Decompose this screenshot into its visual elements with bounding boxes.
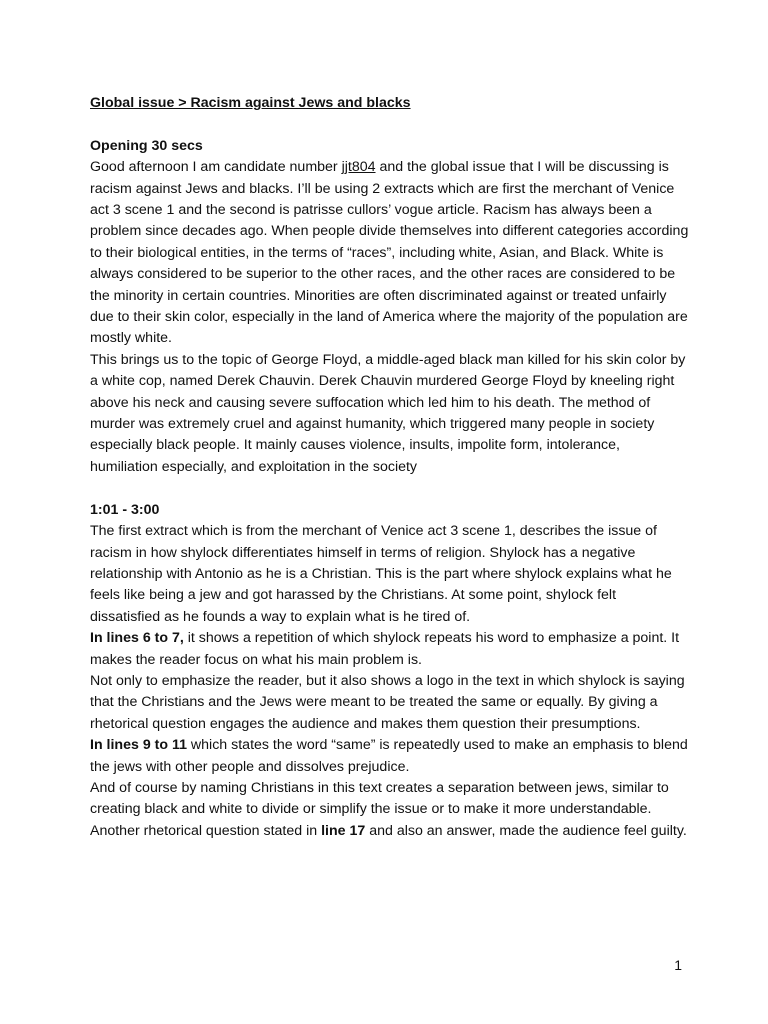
paragraph-lines-9-11 [90, 735, 690, 778]
intro-text-start: Good afternoon I am candidate number [90, 159, 342, 176]
paragraph-intro [90, 157, 690, 350]
lines-9-11-text: which states the word “same” is repeatedly used to make an emphasis to blend the jews with other people and dissolves prejudice. [90, 737, 688, 775]
page-number: 1 [674, 957, 682, 973]
line-17-label: line 17 [321, 822, 366, 839]
lines-6-7-label: In lines 6 to 7, [90, 630, 184, 647]
lines-9-11-label: In lines 9 to 11 [90, 737, 187, 754]
intro-text-rest: and the global issue that I will be discussing is racism against Jews and blacks. I’ll be using 2 extracts which are first the merchant of Venice act 3 scene 1 and the second is patrisse cullors’ vogue article. Racism has always been a problem since decades ago. When people divide themselves into different categories according to their biological entities, in the terms of “races”, including white, Asian, and Black. White is always considered to be superior to the other races, and the other races are considered to be the minority in certain countries. Minorities are often discriminated against or treated unfairly due to their skin color, especially in the land of America where the majority of the population are mostly white. [90, 159, 689, 347]
section-heading-opening: Opening 30 secs [90, 137, 203, 154]
document-title: Global issue > Racism against Jews and blacks [90, 95, 411, 111]
lines-6-7-text: it shows a repetition of which shylock repeats his word to emphasize a point. It makes the reader focus on what his main problem is. [90, 630, 680, 668]
paragraph-christians: And of course by naming Christians in this text creates a separation between jews, similar to creating black and white to divide or simplify the issue or to make it more understandable. [90, 779, 669, 818]
spacer [90, 114, 690, 135]
paragraph-george-floyd: This brings us to the topic of George Floyd, a middle-aged black man killed for his skin color by a white cop, named Derek Chauvin. Derek Chauvin murdered George Floyd by kneeling right above his neck and causing severe suffocation which led him to his death. The method of murder was extremely cruel and against humanity, which triggered many people in society especially black people. It mainly causes violence, insults, impolite form, intolerance, humiliation especially, and exploitation in the society [90, 351, 686, 475]
section-heading-timestamp: 1:01 - 3:00 [90, 501, 160, 518]
paragraph-line-17 [90, 821, 690, 842]
paragraph-logo: Not only to emphasize the reader, but it also shows a logo in the text in which shylock is saying that the Christians and the Jews were meant to be treated the same or equally. By giving a rhetorical question engages the audience and makes them question their presumptions. [90, 672, 685, 732]
line-17-text-start: Another rhetorical question stated in [90, 822, 322, 839]
paragraph-first-extract: The first extract which is from the merchant of Venice act 3 scene 1, describes the issue of racism in how shylock differentiates himself in terms of religion. Shylock has a negative relationship with Antonio as he is a Christian. This is the part where shylock explains what he feels like being a jew and got harassed by the Christians. At some point, shylock felt dissatisfied as he founds a way to explain what is he tired of. [90, 523, 672, 625]
spacer [90, 478, 690, 499]
candidate-number-link[interactable]: jjt804 [341, 159, 376, 176]
paragraph-lines-6-7 [90, 628, 690, 671]
line-17-text-end: and also an answer, made the audience feel guilty. [365, 822, 687, 839]
document-page [90, 93, 690, 842]
